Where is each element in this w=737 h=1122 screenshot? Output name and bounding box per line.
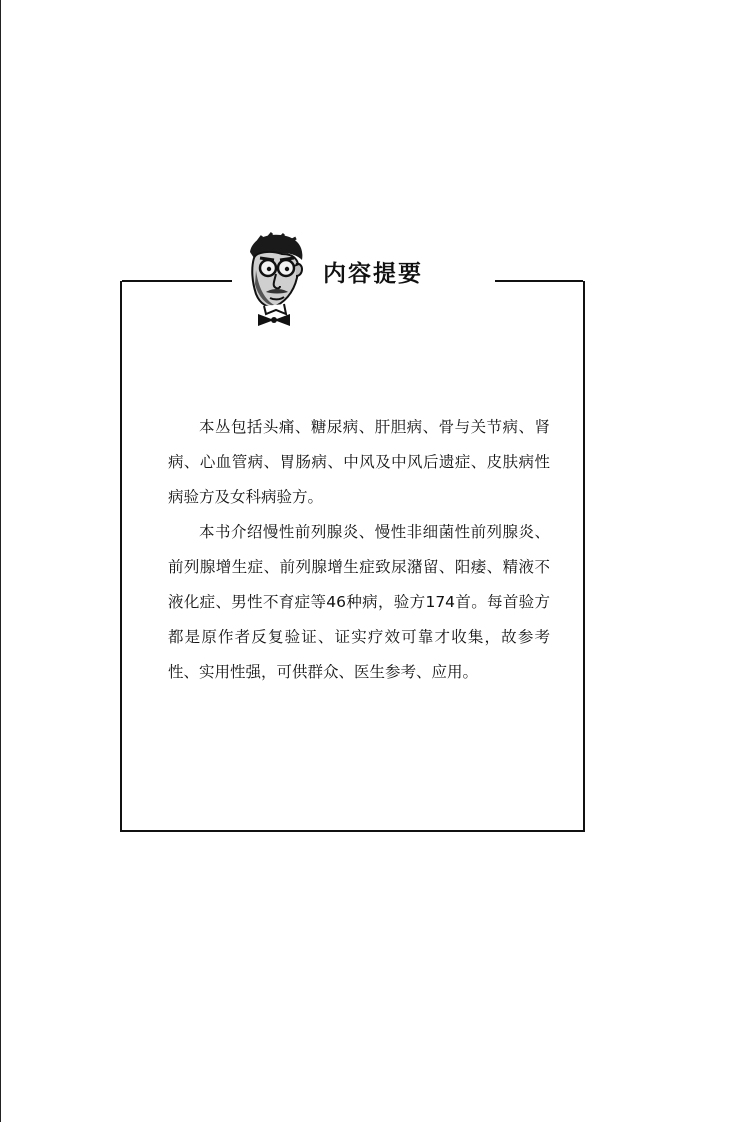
- summary-content: [168, 410, 550, 690]
- frame-top-rule-left: [122, 280, 232, 282]
- frame-top-rule-right: [495, 280, 583, 282]
- page-left-edge: [0, 0, 1, 1122]
- summary-paragraph: 本书介绍慢性前列腺炎、慢性非细菌性前列腺炎、前列腺增生症、前列腺增生症致尿潴留、阳痿、精液不液化症、男性不育症等46种病，验方174首。每首验方都是原作者反复验证、证实疗效可靠才收集，故参考性、实用性强，可供群众、医生参考、应用。: [168, 523, 550, 681]
- caricature-man-with-glasses-icon: [236, 230, 308, 326]
- summary-paragraph: 本丛包括头痛、糖尿病、肝胆病、骨与关节病、肾病、心血管病、胃肠病、中风及中风后遗症、皮肤病性病验方及女科病验方。: [168, 418, 550, 506]
- page-title: 内容提要: [323, 260, 423, 287]
